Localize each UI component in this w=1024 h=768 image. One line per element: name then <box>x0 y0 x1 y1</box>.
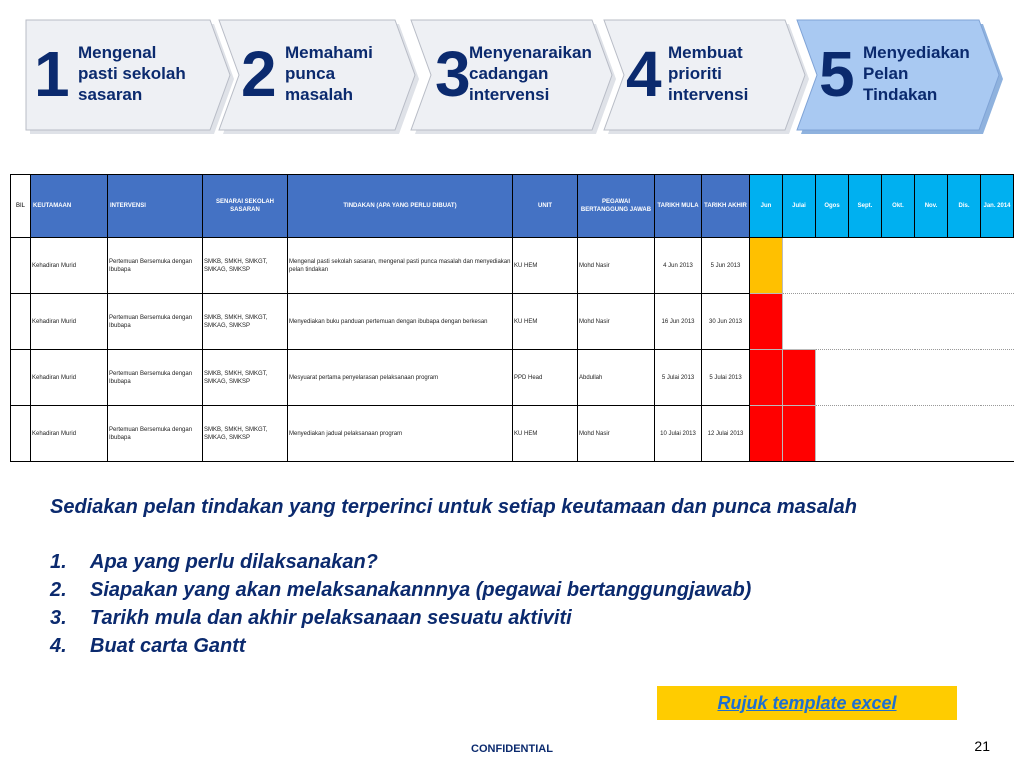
cell-tarikh-mula: 10 Julai 2013 <box>655 406 702 462</box>
header-month: Jan. 2014 <box>981 175 1014 238</box>
table-row <box>11 350 1014 406</box>
step-2-number: 2 <box>241 38 277 110</box>
cell-pegawai: Mohd Nasir <box>578 238 655 294</box>
instruction-list <box>50 548 751 660</box>
cell-unit: KU HEM <box>513 294 578 350</box>
gantt-cell <box>816 294 849 350</box>
gantt-cell <box>816 350 849 406</box>
step-5 <box>797 20 1003 130</box>
cell-tindakan: Mengenal pasti sekolah sasaran, mengenal pasti punca masalah dan menyediakan pelan tindakan <box>288 238 513 294</box>
cell-tarikh-akhir: 12 Julai 2013 <box>702 406 750 462</box>
step-1-label: Mengenal pasti sekolah sasaran <box>78 43 186 104</box>
cell-senarai-sekolah: SMKB, SMKH, SMKGT, SMKAG, SMKSP <box>203 238 288 294</box>
gantt-cell <box>750 294 783 350</box>
list-item-number: 3. <box>50 607 67 629</box>
header-month: Dis. <box>948 175 981 238</box>
list-item-number: 1. <box>50 551 67 573</box>
gantt-cell <box>882 406 915 462</box>
list-item <box>50 548 751 576</box>
step-5-label: Menyediakan Pelan Tindakan <box>863 43 970 104</box>
cell-intervensi: Pertemuan Bersemuka dengan Ibubapa <box>108 294 203 350</box>
cell-senarai-sekolah: SMKB, SMKH, SMKGT, SMKAG, SMKSP <box>203 294 288 350</box>
gantt-cell <box>849 294 882 350</box>
cell-tarikh-akhir: 5 Jun 2013 <box>702 238 750 294</box>
header-unit: UNIT <box>513 175 578 238</box>
gantt-cell <box>783 294 816 350</box>
gantt-cell <box>915 238 948 294</box>
cell-keutamaan: Kehadiran Murid <box>31 294 108 350</box>
step-4-label: Membuat prioriti intervensi <box>668 43 749 104</box>
cell-pegawai: Mohd Nasir <box>578 406 655 462</box>
list-item-number: 4. <box>50 635 67 657</box>
list-item-text: Apa yang perlu dilaksanakan? <box>90 551 378 573</box>
page-number: 21 <box>974 738 990 754</box>
template-link-box <box>657 686 957 720</box>
list-item <box>50 576 751 604</box>
gantt-cell <box>981 350 1014 406</box>
step-2-label: Memahami punca masalah <box>285 43 373 104</box>
list-item <box>50 604 751 632</box>
header-tarikh-akhir: TARIKH AKHIR <box>702 175 750 238</box>
cell-bil <box>11 294 31 350</box>
gantt-cell <box>849 406 882 462</box>
gantt-cell <box>783 238 816 294</box>
cell-intervensi: Pertemuan Bersemuka dengan Ibubapa <box>108 350 203 406</box>
gantt-cell <box>948 350 981 406</box>
header-pegawai: PEGAWAI BERTANGGUNG JAWAB <box>578 175 655 238</box>
gantt-cell <box>915 406 948 462</box>
cell-tarikh-mula: 4 Jun 2013 <box>655 238 702 294</box>
cell-keutamaan: Kehadiran Murid <box>31 406 108 462</box>
gantt-cell <box>948 238 981 294</box>
step-4-number: 4 <box>626 38 662 110</box>
header-month: Sept. <box>849 175 882 238</box>
gantt-cell <box>915 294 948 350</box>
template-excel-link[interactable]: Rujuk template excel <box>717 692 897 713</box>
table-row <box>11 238 1014 294</box>
cell-tarikh-akhir: 30 Jun 2013 <box>702 294 750 350</box>
header-month: Jun <box>750 175 783 238</box>
header-month: Okt. <box>882 175 915 238</box>
gantt-cell <box>816 406 849 462</box>
gantt-cell <box>750 238 783 294</box>
header-tarikh-mula: TARIKH MULA <box>655 175 702 238</box>
gantt-cell <box>849 238 882 294</box>
confidential-footer: CONFIDENTIAL <box>471 743 553 755</box>
step-5-number: 5 <box>819 38 855 110</box>
cell-bil <box>11 350 31 406</box>
list-item-text: Siapakan yang akan melaksanakannnya (pegawai bertanggungjawab) <box>90 579 752 601</box>
list-item-text: Buat carta Gantt <box>90 635 246 657</box>
step-2 <box>219 20 419 130</box>
gantt-cell <box>882 238 915 294</box>
list-item <box>50 632 751 660</box>
cell-keutamaan: Kehadiran Murid <box>31 350 108 406</box>
gantt-cell <box>816 238 849 294</box>
step-4 <box>604 20 809 130</box>
step-1 <box>26 20 234 130</box>
gantt-cell <box>948 406 981 462</box>
list-item-text: Tarikh mula dan akhir pelaksanaan sesuatu aktiviti <box>90 607 572 629</box>
cell-pegawai: Abdullah <box>578 350 655 406</box>
header-tindakan: TINDAKAN (APA YANG PERLU DIBUAT) <box>288 175 513 238</box>
gantt-cell <box>981 238 1014 294</box>
cell-tarikh-mula: 16 Jun 2013 <box>655 294 702 350</box>
gantt-cell <box>750 406 783 462</box>
cell-bil <box>11 238 31 294</box>
step-3-number: 3 <box>435 38 471 110</box>
gantt-cell <box>750 350 783 406</box>
cell-intervensi: Pertemuan Bersemuka dengan Ibubapa <box>108 238 203 294</box>
gantt-cell <box>981 406 1014 462</box>
cell-tindakan: Menyediakan jadual pelaksanaan program <box>288 406 513 462</box>
gantt-cell <box>783 406 816 462</box>
gantt-cell <box>882 350 915 406</box>
gantt-cell <box>783 350 816 406</box>
gantt-cell <box>981 294 1014 350</box>
process-steps <box>0 0 1024 140</box>
gantt-cell <box>882 294 915 350</box>
header-intervensi: INTERVENSI <box>108 175 203 238</box>
step-3 <box>411 20 616 130</box>
cell-intervensi: Pertemuan Bersemuka dengan Ibubapa <box>108 406 203 462</box>
header-month: Julai <box>783 175 816 238</box>
cell-keutamaan: Kehadiran Murid <box>31 238 108 294</box>
cell-tindakan: Menyediakan buku panduan pertemuan dengan ibubapa dengan berkesan <box>288 294 513 350</box>
cell-unit: KU HEM <box>513 406 578 462</box>
cell-tindakan: Mesyuarat pertama penyelarasan pelaksanaan program <box>288 350 513 406</box>
cell-pegawai: Mohd Nasir <box>578 294 655 350</box>
header-senarai-sekolah: SENARAI SEKOLAH SASARAN <box>203 175 288 238</box>
table-row <box>11 406 1014 462</box>
table-header-row <box>11 175 1014 238</box>
step-3-label: Menyenaraikan cadangan intervensi <box>469 43 592 104</box>
header-keutamaan: KEUTAMAAN <box>31 175 108 238</box>
cell-bil <box>11 406 31 462</box>
table-row <box>11 294 1014 350</box>
gantt-cell <box>915 350 948 406</box>
cell-unit: PPD Head <box>513 350 578 406</box>
gantt-cell <box>849 350 882 406</box>
action-plan-table <box>10 174 1014 462</box>
header-month: Nov. <box>915 175 948 238</box>
cell-unit: KU HEM <box>513 238 578 294</box>
cell-tarikh-akhir: 5 Julai 2013 <box>702 350 750 406</box>
cell-senarai-sekolah: SMKB, SMKH, SMKGT, SMKAG, SMKSP <box>203 406 288 462</box>
cell-tarikh-mula: 5 Julai 2013 <box>655 350 702 406</box>
header-bil: BIL <box>11 175 31 238</box>
list-item-number: 2. <box>50 579 67 601</box>
header-month: Ogos <box>816 175 849 238</box>
gantt-cell <box>948 294 981 350</box>
step-1-number: 1 <box>34 38 70 110</box>
cell-senarai-sekolah: SMKB, SMKH, SMKGT, SMKAG, SMKSP <box>203 350 288 406</box>
instruction-intro: Sediakan pelan tindakan yang terperinci untuk setiap keutamaan dan punca masalah <box>50 496 857 518</box>
